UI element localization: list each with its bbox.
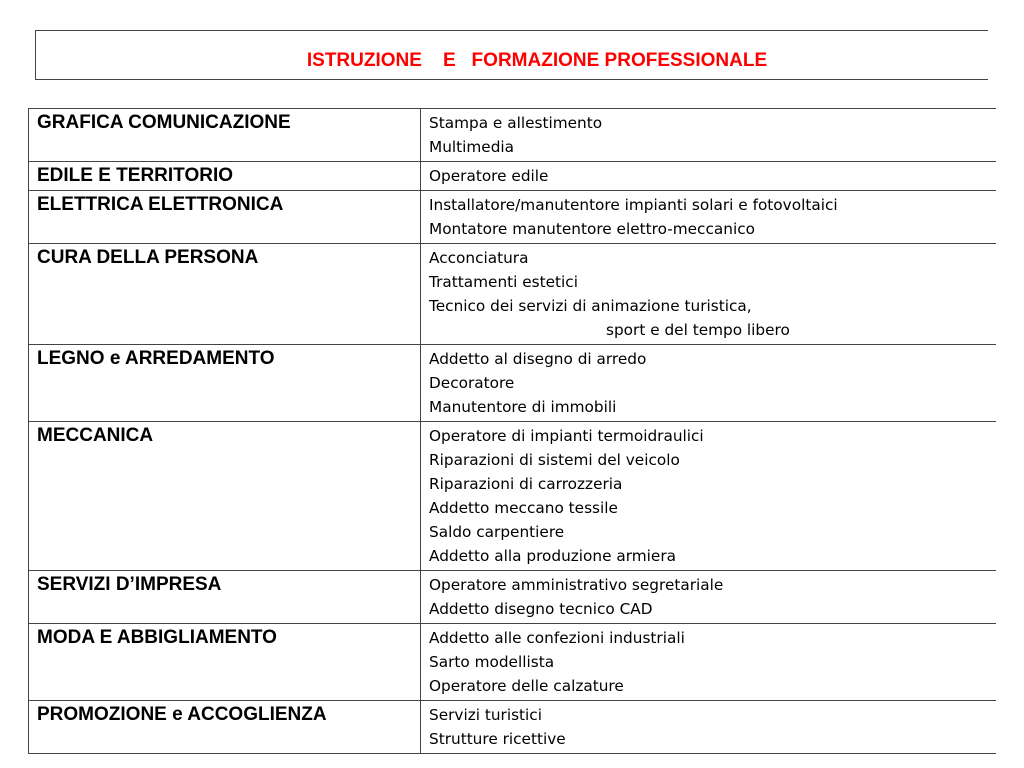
sector-row: [29, 191, 997, 244]
sector-cell: [29, 244, 421, 345]
sector-name: CURA DELLA PERSONA: [37, 247, 259, 268]
sector-cell: [29, 345, 421, 422]
courses-table-body: [29, 109, 997, 754]
courses-cell: [421, 624, 997, 701]
courses-table: [28, 108, 996, 754]
sector-row: [29, 345, 997, 422]
sector-cell: [29, 571, 421, 624]
courses-cell: [421, 571, 997, 624]
course-item: Addetto al disegno di arredo: [429, 350, 647, 368]
sector-row: [29, 701, 997, 754]
page-title: ISTRUZIONE E FORMAZIONE PROFESSIONALE: [306, 50, 768, 71]
course-item: Operatore edile: [429, 167, 549, 185]
sector-name: SERVIZI D’IMPRESA: [37, 574, 222, 595]
course-item: Riparazioni di carrozzeria: [429, 475, 623, 493]
sector-row: [29, 624, 997, 701]
sector-row: [29, 162, 997, 191]
sector-cell: [29, 422, 421, 571]
course-item: Installatore/manutentore impianti solari e fotovoltaici: [429, 196, 838, 214]
courses-cell: [421, 191, 997, 244]
sector-name: ELETTRICA ELETTRONICA: [37, 194, 284, 215]
courses-cell: [421, 422, 997, 571]
course-item: Saldo carpentiere: [429, 523, 565, 541]
course-item: Montatore manutentore elettro-meccanico: [429, 220, 755, 238]
courses-cell: [421, 345, 997, 422]
course-item: Strutture ricettive: [429, 730, 566, 748]
course-item: Addetto meccano tessile: [429, 499, 618, 517]
sector-row: [29, 244, 997, 345]
course-item: Multimedia: [429, 138, 515, 156]
sector-row: [29, 109, 997, 162]
sector-name: GRAFICA COMUNICAZIONE: [37, 112, 291, 133]
course-item: Decoratore: [429, 374, 515, 392]
course-item: Addetto disegno tecnico CAD: [429, 600, 653, 618]
course-item: Operatore delle calzature: [429, 677, 624, 695]
sector-cell: [29, 109, 421, 162]
sector-cell: [29, 162, 421, 191]
sector-name: PROMOZIONE e ACCOGLIENZA: [37, 704, 327, 725]
sector-name: MECCANICA: [37, 425, 154, 446]
course-item: Addetto alla produzione armiera: [429, 547, 677, 565]
course-item: Operatore di impianti termoidraulici: [429, 427, 704, 445]
course-item: Addetto alle confezioni industriali: [429, 629, 685, 647]
courses-cell: [421, 701, 997, 754]
course-item: sport e del tempo libero: [606, 321, 790, 339]
course-item: Servizi turistici: [429, 706, 542, 724]
sector-cell: [29, 624, 421, 701]
sector-name: LEGNO e ARREDAMENTO: [37, 348, 275, 369]
courses-cell: [421, 109, 997, 162]
sector-cell: [29, 701, 421, 754]
course-item: Riparazioni di sistemi del veicolo: [429, 451, 680, 469]
course-item: Manutentore di immobili: [429, 398, 617, 416]
course-item: Operatore amministrativo segretariale: [429, 576, 724, 594]
course-item: Sarto modellista: [429, 653, 555, 671]
courses-cell: [421, 244, 997, 345]
sector-cell: [29, 191, 421, 244]
sector-row: [29, 571, 997, 624]
course-item: Trattamenti estetici: [429, 273, 578, 291]
course-item: Tecnico dei servizi di animazione turistica,: [429, 297, 752, 315]
courses-cell: [421, 162, 997, 191]
course-item: Stampa e allestimento: [429, 114, 603, 132]
sector-name: MODA E ABBIGLIAMENTO: [37, 627, 277, 648]
title-box: [35, 30, 988, 80]
course-item: Acconciatura: [429, 249, 529, 267]
sector-row: [29, 422, 997, 571]
sector-name: EDILE E TERRITORIO: [37, 165, 234, 186]
